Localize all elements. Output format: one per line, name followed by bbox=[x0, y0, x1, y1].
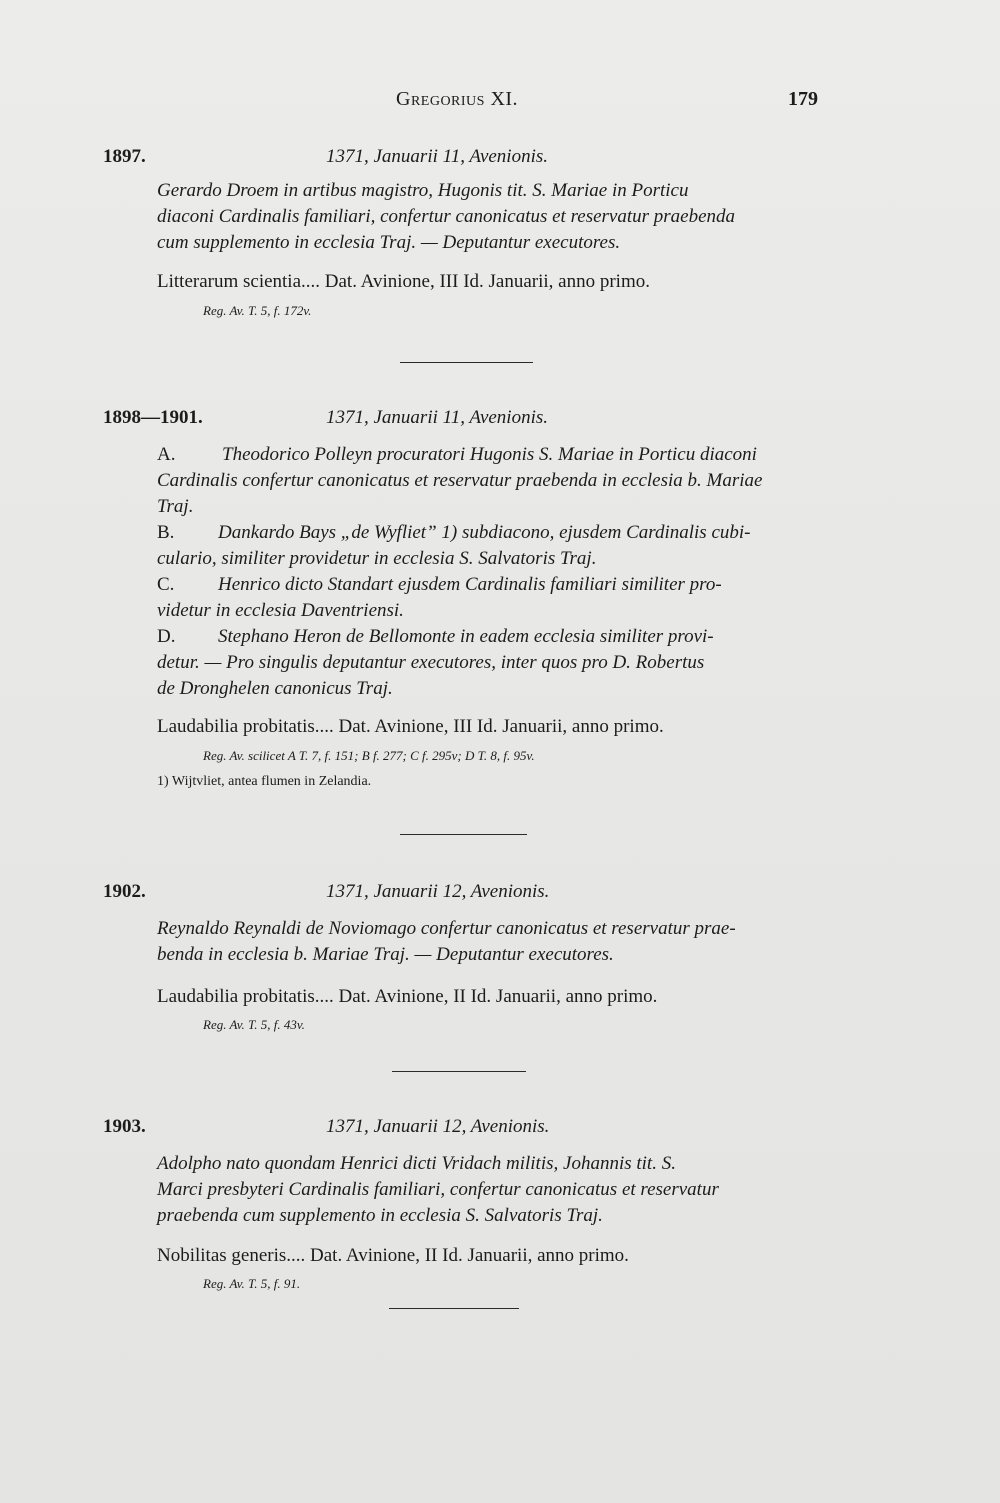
part-line: Theodorico Polleyn procuratori Hugonis S. Mariae in Porticu diaconi bbox=[222, 444, 757, 465]
section-divider bbox=[389, 1308, 519, 1309]
incipit-line: Laudabilia probitatis.... Dat. Avinione, III Id. Januarii, anno primo. bbox=[157, 716, 664, 737]
summary-line: Gerardo Droem in artibus magistro, Hugonis tit. S. Mariae in Porticu bbox=[157, 180, 689, 201]
part-marker-d: D. bbox=[157, 626, 176, 647]
part-line: videtur in ecclesia Daventriensi. bbox=[157, 600, 404, 621]
section-divider bbox=[400, 362, 533, 363]
incipit-line: Nobilitas generis.... Dat. Avinione, II Id. Januarii, anno primo. bbox=[157, 1245, 629, 1266]
running-title: Gregorius XI. bbox=[396, 88, 519, 110]
incipit-line: Litterarum scientia.... Dat. Avinione, III Id. Januarii, anno primo. bbox=[157, 271, 650, 292]
summary-line: Marci presbyteri Cardinalis familiari, confertur canonicatus et reservatur bbox=[157, 1179, 719, 1200]
summary-line: diaconi Cardinalis familiari, confertur canonicatus et reservatur praebenda bbox=[157, 206, 736, 227]
entry-date: 1371, Januarii 12, Avenionis. bbox=[326, 881, 550, 902]
section-divider bbox=[400, 834, 527, 835]
entry-number: 1897. bbox=[103, 146, 146, 167]
entry-date: 1371, Januarii 11, Avenionis. bbox=[326, 407, 549, 428]
part-line: Stephano Heron de Bellomonte in eadem ecclesia similiter provi- bbox=[218, 626, 714, 647]
entry-number: 1903. bbox=[103, 1116, 146, 1137]
summary-line: praebenda cum supplemento in ecclesia S. Salvatoris Traj. bbox=[157, 1205, 603, 1226]
summary-line: Reynaldo Reynaldi de Noviomago confertur canonicatus et reservatur prae- bbox=[157, 918, 736, 939]
part-marker-b: B. bbox=[157, 522, 175, 543]
part-line: detur. — Pro singulis deputantur executores, inter quos pro D. Robertus bbox=[157, 652, 705, 673]
summary-line: Adolpho nato quondam Henrici dicti Vridach militis, Johannis tit. S. bbox=[157, 1153, 676, 1174]
summary-line: benda in ecclesia b. Mariae Traj. — Deputantur executores. bbox=[157, 944, 614, 965]
page-number: 179 bbox=[788, 88, 818, 110]
register-reference: Reg. Av. T. 5, f. 43v. bbox=[203, 1017, 305, 1032]
register-reference: Reg. Av. T. 5, f. 172v. bbox=[203, 303, 312, 318]
summary-line: cum supplemento in ecclesia Traj. — Deputantur executores. bbox=[157, 232, 621, 253]
footnote: 1) Wijtvliet, antea flumen in Zelandia. bbox=[157, 774, 372, 789]
part-line: Dankardo Bays „de Wyfliet” 1) subdiacono, ejusdem Cardinalis cubi- bbox=[218, 522, 751, 543]
part-line: de Dronghelen canonicus Traj. bbox=[157, 678, 393, 699]
part-marker-a: A. bbox=[157, 444, 176, 465]
section-divider bbox=[392, 1071, 526, 1072]
part-line: Traj. bbox=[157, 496, 194, 517]
register-reference: Reg. Av. T. 5, f. 91. bbox=[203, 1276, 301, 1291]
entry-number: 1902. bbox=[103, 881, 146, 902]
incipit-line: Laudabilia probitatis.... Dat. Avinione, II Id. Januarii, anno primo. bbox=[157, 986, 658, 1007]
entry-number: 1898—1901. bbox=[103, 407, 203, 428]
register-reference: Reg. Av. scilicet A T. 7, f. 151; B f. 277; C f. 295v; D T. 8, f. 95v. bbox=[203, 748, 535, 763]
part-marker-c: C. bbox=[157, 574, 175, 595]
part-line: Henrico dicto Standart ejusdem Cardinalis familiari similiter pro- bbox=[218, 574, 722, 595]
entry-date: 1371, Januarii 12, Avenionis. bbox=[326, 1116, 550, 1137]
part-line: culario, similiter providetur in ecclesia S. Salvatoris Traj. bbox=[157, 548, 597, 569]
part-line: Cardinalis confertur canonicatus et reservatur praebenda in ecclesia b. Mariae bbox=[157, 470, 763, 491]
entry-date: 1371, Januarii 11, Avenionis. bbox=[326, 146, 549, 167]
